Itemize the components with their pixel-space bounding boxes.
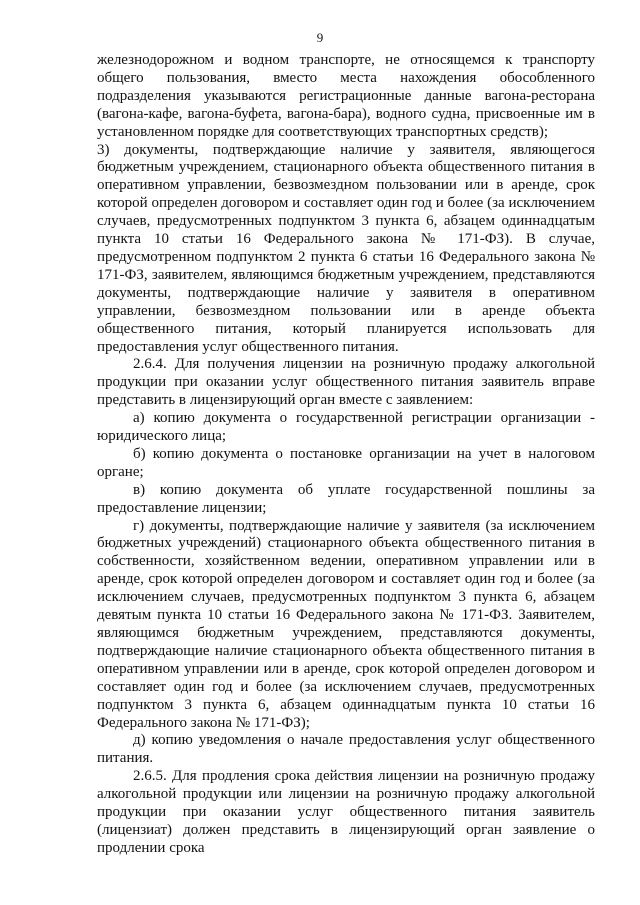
- paragraph-item-a: а) копию документа о государственной регистрации организации - юридического лица;: [97, 410, 595, 445]
- page-number: 9: [316, 30, 324, 45]
- paragraph-item-g: г) документы, подтверждающие наличие у заявителя (за исключением бюджетных учреждений) стационарного объекта общественного питания в собственности, хозяйственном ведении, оперативном управлении или в аренде, срок которой определен договором и составляет один год и более (за исключением случаев, предусмотренных подпунктом 3 пункта 6, абзацем девятым пункта 10 статьи 16 Федерального закона № 171-ФЗ. Заявителем, являющимся бюджетным учреждением, представляются документы, подтверждающие наличие стационарного объекта общественного питания в оперативном управлении или в аренде, срок которой определен договором и составляет один год и более (за исключением случаев, предусмотренных подпунктом 3 пункта 6, абзацем одиннадцатым пункта 10 статьи 16 Федерального закона № 171-ФЗ);: [97, 517, 595, 731]
- paragraph-item-3: 3) документы, подтверждающие наличие у заявителя, являющегося бюджетным учреждением, стационарного объекта общественного питания в оперативном управлении, безвозмездном пользовании или в аренде, срок которой определен договором и составляет один год и более (за исключением случаев, предусмотренных подпунктом 3 пункта 6, абзацем одиннадцатым пункта 10 статьи 16 Федерального закона № 171-ФЗ). В случае, предусмотренном подпунктом 2 пункта 6 статьи 16 Федерального закона № 171-ФЗ, заявителем, являющимся бюджетным учреждением, представляются документы, подтверждающие наличие у заявителя в оперативном управлении, безвозмездном пользовании или в аренде объекта общественного питания, который планируется использовать для предоставления услуг общественного питания.: [97, 141, 595, 355]
- paragraph-clause-2-6-5: 2.6.5. Для продления срока действия лицензии на розничную продажу алкогольной продукции или лицензии на розничную продажу алкогольной продукции при оказании услуг общественного питания заявитель (лицензиат) должен представить в лицензирующий орган заявление о продлении срока: [97, 768, 595, 856]
- document-body: [97, 52, 595, 858]
- paragraph-item-v: в) копию документа об уплате государственной пошлины за предоставление лицензии;: [97, 481, 595, 516]
- paragraph-clause-2-6-4: 2.6.4. Для получения лицензии на розничную продажу алкогольной продукции при оказании услуг общественного питания заявитель вправе представить в лицензирующий орган вместе с заявлением:: [97, 356, 595, 409]
- paragraph-item-b: б) копию документа о постановке организации на учет в налоговом органе;: [97, 445, 595, 480]
- paragraph-continuation: железнодорожном и водном транспорте, не относящемся к транспорту общего пользования, вместо места нахождения обособленного подразделения указываются регистрационные данные вагона-ресторана (вагона-кафе, вагона-буфета, вагона-бара), водного судна, присвоенные им в установленном порядке для соответствующих транспортных средств);: [97, 52, 595, 140]
- paragraph-item-d: д) копию уведомления о начале предоставления услуг общественного питания.: [97, 732, 595, 767]
